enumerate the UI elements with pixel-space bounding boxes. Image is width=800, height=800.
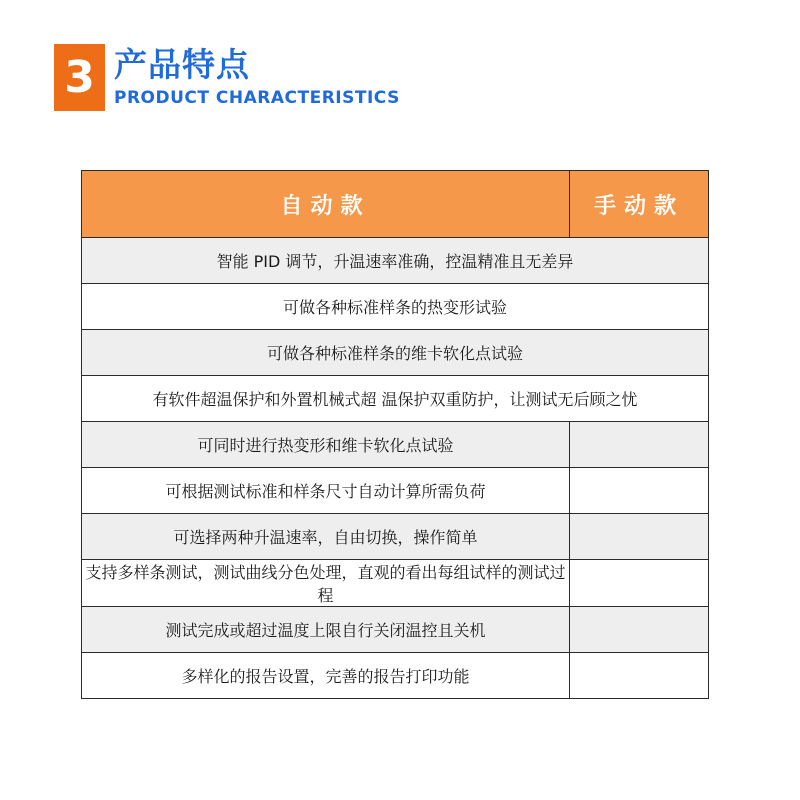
features-table [81, 170, 709, 699]
manual-empty-cell [570, 514, 709, 560]
table-row [82, 607, 709, 653]
manual-empty-cell [570, 560, 709, 607]
section-title-en: PRODUCT CHARACTERISTICS [114, 88, 400, 108]
feature-cell: 可根据测试标准和样条尺寸自动计算所需负荷 [82, 468, 570, 514]
manual-empty-cell [570, 468, 709, 514]
feature-cell: 可做各种标准样条的维卡软化点试验 [82, 330, 709, 376]
feature-cell: 测试完成或超过温度上限自行关闭温控且关机 [82, 607, 570, 653]
manual-empty-cell [570, 607, 709, 653]
manual-empty-cell [570, 422, 709, 468]
table-row [82, 284, 709, 330]
section-title-cn: 产品特点 [114, 45, 250, 84]
feature-cell: 可选择两种升温速率，自由切换，操作简单 [82, 514, 570, 560]
column-header-manual: 手动款 [570, 171, 709, 238]
feature-cell: 有软件超温保护和外置机械式超 温保护双重防护，让测试无后顾之忧 [82, 376, 709, 422]
table-row [82, 653, 709, 699]
table-row [82, 514, 709, 560]
table-row [82, 422, 709, 468]
table-row [82, 560, 709, 607]
table-row [82, 238, 709, 284]
feature-cell: 可做各种标准样条的热变形试验 [82, 284, 709, 330]
feature-cell: 智能 PID 调节，升温速率准确，控温精准且无差异 [82, 238, 709, 284]
table-row [82, 376, 709, 422]
feature-cell: 支持多样条测试，测试曲线分色处理，直观的看出每组试样的测试过程 [82, 560, 570, 607]
feature-cell: 多样化的报告设置，完善的报告打印功能 [82, 653, 570, 699]
feature-cell: 可同时进行热变形和维卡软化点试验 [82, 422, 570, 468]
manual-empty-cell [570, 653, 709, 699]
column-header-auto: 自动款 [82, 171, 570, 238]
table-row [82, 468, 709, 514]
table-row [82, 330, 709, 376]
section-number-badge: 3 [54, 44, 105, 111]
